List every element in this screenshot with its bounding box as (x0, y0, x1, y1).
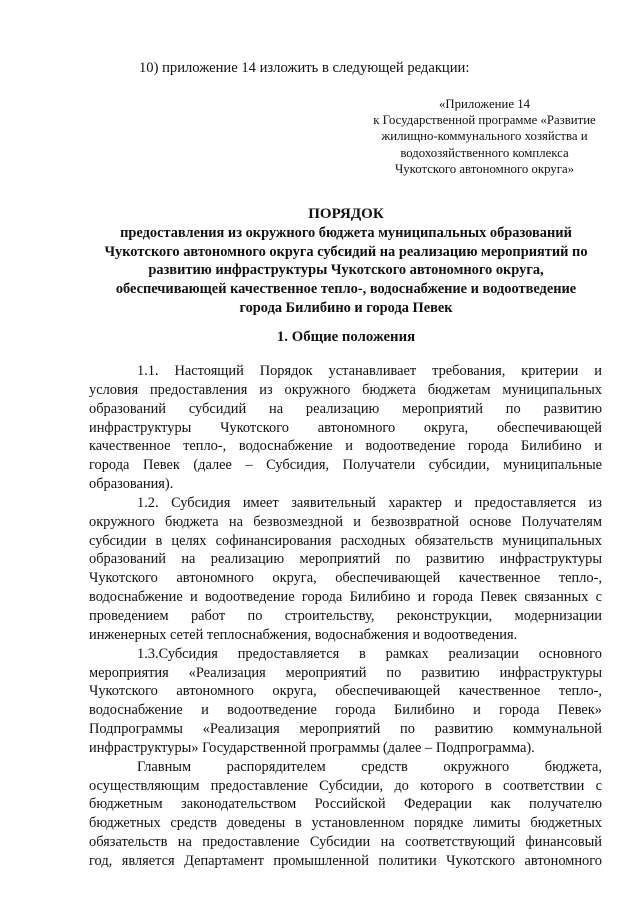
paragraph-line: качественное тепло-, водоснабжение и водоотведение города Билибино и (89, 438, 602, 455)
paragraph-line: условия предоставления из окружного бюджета бюджетам муниципальных (89, 381, 602, 398)
paragraph-line: Чукотского автономного округа, обеспечивающей качественное тепло-, (89, 683, 602, 700)
annex-line: жилищно-коммунального хозяйства и (381, 129, 588, 144)
paragraph-line: образований субсидий на реализацию мероприятий по развитию (89, 400, 602, 417)
subtitle-line: обеспечивающей качественное тепло-, водоснабжение и водоотведение (115, 281, 577, 298)
annex-heading (368, 96, 601, 177)
paragraph-line: инженерных сетей теплоснабжения, водоснабжения и водоотведения. (89, 626, 518, 643)
paragraph-line: мероприятия «Реализация мероприятий по развитию инфраструктуры (89, 664, 602, 681)
paragraph-line: 1.2. Субсидия имеет заявительный характер и предоставляется из (137, 494, 602, 511)
paragraph-line: инфраструктуры Чукотского автономного округа, обеспечивающей (89, 419, 602, 436)
paragraph-line: Подпрограммы «Реализация мероприятий по развитию коммунальной (89, 721, 602, 738)
document-title: ПОРЯДОК (308, 206, 384, 222)
paragraph-line: Главным распорядителем средств окружного бюджета, (137, 758, 602, 775)
paragraph-line: водоснабжение и водоотведение города Билибино и города Певек» (89, 702, 602, 719)
paragraph-line: образования). (89, 476, 174, 493)
paragraph-line: год, является Департамент промышленной политики Чукотского автономного (89, 852, 602, 869)
paragraph-line: бюджетных средств доведены в установленном порядке лимиты бюджетных (89, 815, 602, 832)
paragraph-line: образований на реализацию мероприятий по развитию инфраструктуры (89, 551, 602, 568)
annex-line: водохозяйственного комплекса (400, 145, 569, 160)
paragraph-line: бюджетным законодательством Российской Федерации как получателю (89, 796, 602, 813)
paragraph-line: обязательств на предоставление Субсидии на соответствующий финансовый (89, 834, 602, 851)
intro-line: 10) приложение 14 изложить в следующей редакции: (139, 60, 470, 76)
subtitle-line: предоставления из окружного бюджета муниципальных образований (120, 225, 572, 241)
paragraph-line: Чукотского автономного округа, обеспечивающей качественное тепло-, (89, 570, 602, 587)
subtitle-line: развитию инфраструктуры Чукотского автономного округа, (148, 262, 544, 279)
body-text (89, 362, 602, 871)
paragraph-line: инфраструктуры» Государственной программы (далее – Подпрограмма). (89, 739, 535, 756)
annex-line: «Приложение 14 (438, 97, 531, 111)
paragraph-line: 1.3.Субсидия предоставляется в рамках реализации основного (137, 645, 602, 662)
paragraph-line: 1.1. Настоящий Порядок устанавливает требования, критерии и (137, 363, 602, 379)
annex-line: Чукотского автономного округа» (394, 161, 575, 176)
subtitle-line: города Билибино и города Певек (239, 299, 453, 316)
subtitle-line: Чукотского автономного округа субсидий на реализацию мероприятий по (104, 243, 588, 260)
document-subtitle (86, 224, 606, 318)
paragraph-line: города Певек (далее – Субсидия, Получатели субсидии, муниципальные (89, 457, 602, 474)
paragraph-line: проведением работ по строительству, реконструкции, модернизации (89, 607, 602, 624)
paragraph-line: водоснабжение и водоотведение города Билибино и города Певек связанных с (89, 589, 602, 606)
paragraph-line: субсидии в целях софинансирования расходных обязательств муниципальных (89, 532, 602, 549)
paragraph-line: осуществляющим предоставление Субсидии, до которого в соответствии с (89, 777, 602, 794)
annex-line: к Государственной программе «Развитие (373, 113, 596, 128)
section-heading: 1. Общие положения (276, 329, 416, 345)
paragraph-line: окружного бюджета на безвозмездной и безвозвратной основе Получателям (89, 513, 602, 530)
